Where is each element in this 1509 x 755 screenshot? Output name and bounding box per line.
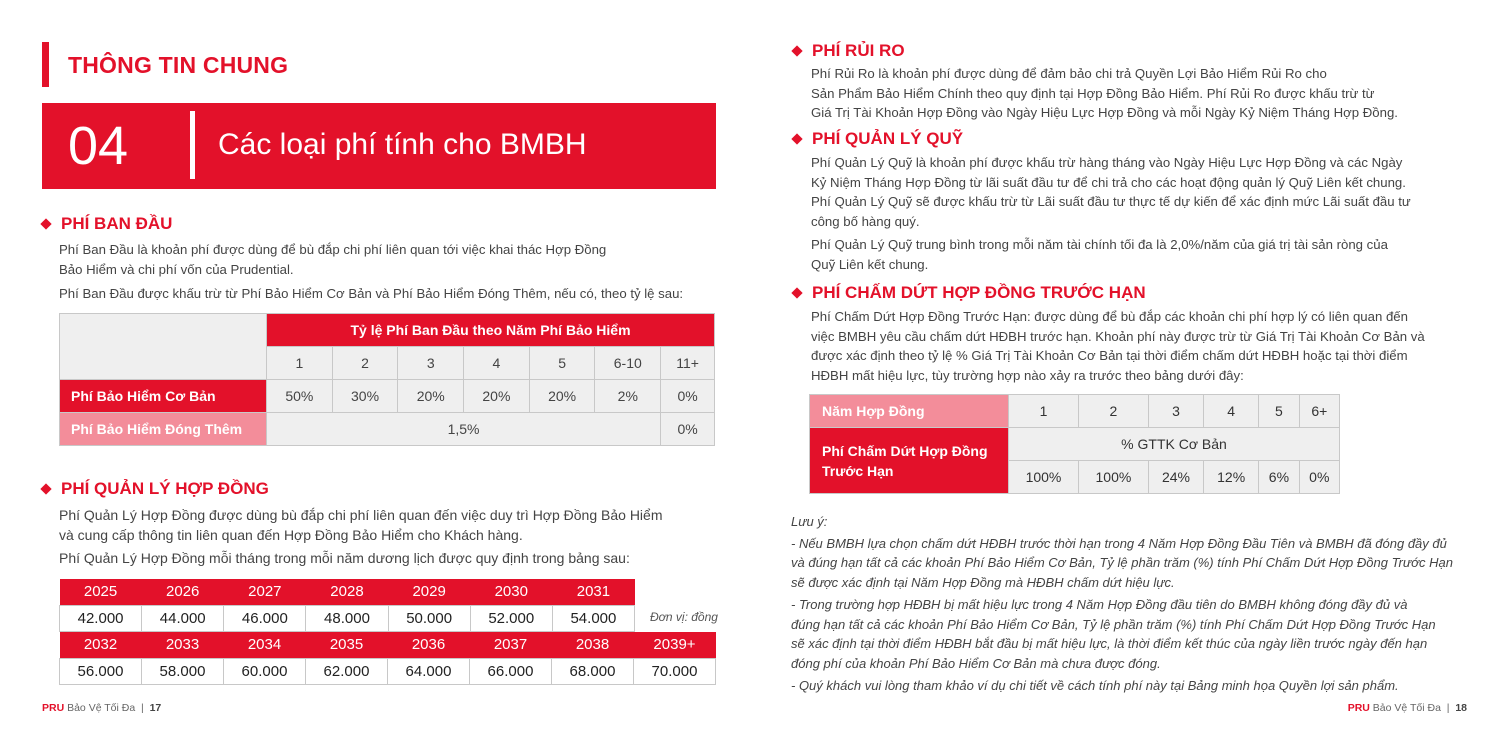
notes-title: Lưu ý: [791, 514, 828, 529]
value-cell: 60.000 [224, 658, 306, 684]
row-label-line: Trước Hạn [822, 462, 894, 479]
value-cell: 30% [332, 380, 398, 413]
year-cell: 2026 [142, 579, 224, 605]
text-line: được xác định theo tỷ lệ % Giá Trị Tài Khoản Cơ Bản tại thời điểm chấm dứt HĐBH hoặc tại thời điểm [811, 348, 1408, 363]
text-line: Phí Quản Lý Quỹ là khoản phí được khấu trừ hàng tháng vào Ngày Hiệu Lực Hợp Đồng và các Ngày [811, 155, 1403, 170]
year-cell: 11+ [661, 347, 715, 380]
year-cell: 2038 [552, 632, 634, 658]
note-line: và đúng hạn tất cả các khoản Phí Bảo Hiểm Cơ Bản, Tỷ lệ phần trăm (%) tính Phí Chấm Dứt Hợp Đồng Trước Hạn [791, 555, 1453, 570]
value-cell: 20% [464, 380, 530, 413]
section-heading-phi-quan-ly-hop-dong [42, 479, 269, 499]
page-number: 18 [1455, 702, 1467, 714]
text-line: Quỹ Liên kết chung. [811, 256, 929, 272]
value-cell: 50% [267, 380, 333, 413]
year-cell: 2030 [470, 579, 552, 605]
diamond-bullet-icon [40, 218, 51, 229]
banner-title: Các loại phí tính cho BMBH [218, 128, 587, 161]
merged-header-cell: % GTTK Cơ Bản [1009, 428, 1340, 461]
surrender-fee-table [809, 394, 1340, 494]
year-cell: 5 [1259, 395, 1299, 428]
paragraph-phi-rui-ro [811, 64, 1398, 123]
value-cell: 44.000 [142, 605, 224, 631]
page-header-title: THÔNG TIN CHUNG [68, 52, 289, 78]
row-label-line: Phí Chấm Dứt Hợp Đồng [822, 442, 988, 459]
section-title: PHÍ QUẢN LÝ QUỸ [812, 129, 964, 148]
text-line: công bố hàng quý. [811, 213, 920, 229]
year-cell: 2036 [388, 632, 470, 658]
banner-number: 04 [68, 116, 129, 176]
text-line: Phí Ban Đầu là khoản phí được dùng để bù đắp chi phí liên quan tới việc khai thác Hợp Đồng [59, 242, 607, 257]
section-title: PHÍ CHẤM DỨT HỢP ĐỒNG TRƯỚC HẠN [812, 283, 1146, 302]
year-cell: 6-10 [595, 347, 661, 380]
year-cell: 2033 [142, 632, 224, 658]
value-cell: 0% [661, 413, 715, 446]
section-title: PHÍ RỦI RO [812, 41, 905, 60]
year-cell: 3 [398, 347, 464, 380]
text-line: Phí Chấm Dứt Hợp Đồng Trước Hạn: được dùng để bù đắp các khoản chi phí hợp lý có liên quan đến [811, 309, 1408, 324]
paragraph-phi-cham-dut [811, 307, 1425, 385]
value-cell: 52.000 [470, 605, 552, 631]
note-line: - Nếu BMBH lựa chọn chấm dứt HĐBH trước thời hạn trong 4 Năm Hợp Đồng Đầu Tiên và BMBH đã đóng đầy đủ [791, 535, 1447, 551]
year-cell: 1 [267, 347, 333, 380]
merged-value-cell: 1,5% [267, 413, 661, 446]
text-line: Phí Quản Lý Hợp Đồng được dùng bù đắp chi phí liên quan đến việc duy trì Hợp Đồng Bảo Hiểm [59, 507, 663, 523]
value-cell: 64.000 [388, 658, 470, 684]
year-cell: 2034 [224, 632, 306, 658]
value-cell: 0% [661, 380, 715, 413]
year-cell: 2032 [60, 632, 142, 658]
value-cell: 70.000 [634, 658, 716, 684]
value-cell: 100% [1078, 461, 1148, 494]
footer-brand: PRU [1347, 702, 1370, 714]
banner-divider [190, 111, 195, 179]
value-cell: 24% [1148, 461, 1203, 494]
note-line: sẽ được xác định tại Năm Hợp Đồng mà HĐBH chấm dứt hiệu lực. [791, 574, 1175, 590]
contract-fee-table-2032-2039 [59, 632, 716, 685]
text-line: HĐBH mất hiệu lực, tùy trường hợp nào xảy ra trước theo bảng dưới đây: [811, 367, 1244, 383]
value-cell: 20% [529, 380, 595, 413]
year-cell: 2037 [470, 632, 552, 658]
year-cell: 2025 [60, 579, 142, 605]
text-line: Phí Quản Lý Hợp Đồng mỗi tháng trong mỗi năm dương lịch được quy định trong bảng sau: [59, 550, 630, 566]
row-label: Năm Hợp Đồng [810, 395, 1009, 428]
section-banner [42, 103, 716, 189]
section-heading-phi-rui-ro [793, 41, 905, 61]
paragraph-phi-quan-ly-hop-dong [59, 505, 663, 568]
text-line: Sản Phẩm Bảo Hiểm Chính theo quy định tại Hợp Đồng Bảo Hiểm. Phí Rủi Ro được khấu trừ từ [811, 85, 1375, 101]
value-cell: 0% [1299, 461, 1339, 494]
year-cell: 2031 [552, 579, 634, 605]
note-line: đóng phí của khoản Phí Bảo Hiểm Cơ Bản mà chưa được đóng. [791, 655, 1161, 671]
page-footer-left [42, 702, 161, 714]
section-heading-phi-ban-dau [42, 214, 172, 234]
text-line: Phí Quản Lý Quỹ trung bình trong mỗi năm tài chính tối đa là 2,0%/năm của giá trị tài sản ròng của [811, 237, 1388, 252]
value-cell: 2% [595, 380, 661, 413]
year-cell: 1 [1009, 395, 1079, 428]
value-cell: 100% [1009, 461, 1079, 494]
year-cell: 2039+ [634, 632, 716, 658]
value-cell: 58.000 [142, 658, 224, 684]
diamond-bullet-icon [40, 483, 51, 494]
text-line: Phí Ban Đầu được khấu trừ từ Phí Bảo Hiểm Cơ Bản và Phí Bảo Hiểm Đóng Thêm, nếu có, theo tỷ lệ sau: [59, 286, 684, 301]
notes-block [791, 512, 1453, 696]
year-cell: 2035 [306, 632, 388, 658]
unit-label: Đơn vị: đồng [650, 610, 718, 624]
paragraph-phi-ban-dau [59, 240, 683, 304]
row-label: Phí Bảo Hiểm Cơ Bản [60, 380, 267, 413]
text-line: việc BMBH yêu cầu chấm dứt HĐBH trước hạn. Khoản phí này được trừ từ Giá Trị Tài Khoản Cơ Bản và [811, 328, 1425, 344]
section-heading-phi-cham-dut [793, 283, 1146, 303]
year-cell: 6+ [1299, 395, 1339, 428]
page-number: 17 [149, 702, 162, 714]
table-corner-cell [60, 314, 267, 380]
footer-text: Bảo Vệ Tối Đa | [64, 702, 150, 714]
section-heading-phi-quan-ly-quy [793, 129, 963, 149]
text-line: Kỷ Niệm Tháng Hợp Đồng từ lãi suất đầu tư để chi trả cho các hoạt động quản lý Quỹ Liên kết chung. [811, 174, 1406, 190]
value-cell: 20% [398, 380, 464, 413]
value-cell: 42.000 [60, 605, 142, 631]
note-line: - Quý khách vui lòng tham khảo ví dụ chi tiết về cách tính phí này tại Bảng minh họa Quyền lợi sản phẩm. [791, 678, 1399, 693]
page-footer-right [1348, 702, 1467, 714]
text-line: Phí Quản Lý Quỹ sẽ được khấu trừ từ Lãi suất đầu tư thực tế dự kiến để xác định mức Lãi suất đầu tư [811, 194, 1411, 209]
note-line: đúng hạn tất cả các khoản Phí Bảo Hiểm Cơ Bản, Tỷ lệ phần trăm (%) tính Phí Chấm Dứt Hợp Đồng Trước Hạn [791, 616, 1436, 632]
text-line: Phí Rủi Ro là khoản phí được dùng để đảm bảo chi trả Quyền Lợi Bảo Hiểm Rủi Ro cho [811, 66, 1327, 81]
value-cell: 50.000 [388, 605, 470, 631]
year-cell: 3 [1148, 395, 1203, 428]
footer-brand: PRU [42, 702, 65, 714]
row-label [810, 428, 1009, 494]
note-line: - Trong trường hợp HĐBH bị mất hiệu lực trong 4 Năm Hợp Đồng đầu tiên do BMBH không đóng đầy đủ và [791, 597, 1408, 612]
value-cell: 62.000 [306, 658, 388, 684]
year-cell: 2029 [388, 579, 470, 605]
year-cell: 2 [332, 347, 398, 380]
value-cell: 66.000 [470, 658, 552, 684]
table-header: Tỷ lệ Phí Ban Đầu theo Năm Phí Bảo Hiểm [267, 314, 715, 347]
value-cell: 68.000 [552, 658, 634, 684]
note-line: sẽ xác định tại thời điểm HĐBH bắt đầu bị mất hiệu lực, là thời điểm kết thúc của ngày liền trước ngày đến hạn [791, 636, 1428, 651]
paragraph-phi-quan-ly-quy [811, 153, 1411, 274]
text-line: Bảo Hiểm và chi phí vốn của Prudential. [59, 261, 294, 277]
row-label: Phí Bảo Hiểm Đóng Thêm [60, 413, 267, 446]
diamond-bullet-icon [791, 45, 802, 56]
year-cell: 2028 [306, 579, 388, 605]
value-cell: 6% [1259, 461, 1299, 494]
section-title: PHÍ QUẢN LÝ HỢP ĐỒNG [61, 479, 269, 498]
year-cell: 5 [529, 347, 595, 380]
year-cell: 4 [1204, 395, 1259, 428]
year-cell: 2 [1078, 395, 1148, 428]
section-title: PHÍ BAN ĐẦU [61, 214, 173, 233]
value-cell: 48.000 [306, 605, 388, 631]
year-cell: 4 [464, 347, 530, 380]
contract-fee-table-2025-2031 [59, 579, 635, 632]
value-cell: 56.000 [60, 658, 142, 684]
header-accent-bar [42, 42, 49, 87]
footer-text: Bảo Vệ Tối Đa | [1369, 702, 1456, 714]
value-cell: 46.000 [224, 605, 306, 631]
text-line: Giá Trị Tài Khoản Hợp Đồng vào Ngày Hiệu Lực Hợp Đồng và mỗi Ngày Kỷ Niệm Tháng Hợp Đồng. [811, 105, 1398, 120]
value-cell: 54.000 [552, 605, 634, 631]
diamond-bullet-icon [791, 287, 802, 298]
diamond-bullet-icon [791, 133, 802, 144]
year-cell: 2027 [224, 579, 306, 605]
initial-fee-table [59, 313, 715, 446]
text-line: và cung cấp thông tin liên quan đến Hợp Đồng Bảo Hiểm cho Khách hàng. [59, 527, 523, 543]
value-cell: 12% [1204, 461, 1259, 494]
